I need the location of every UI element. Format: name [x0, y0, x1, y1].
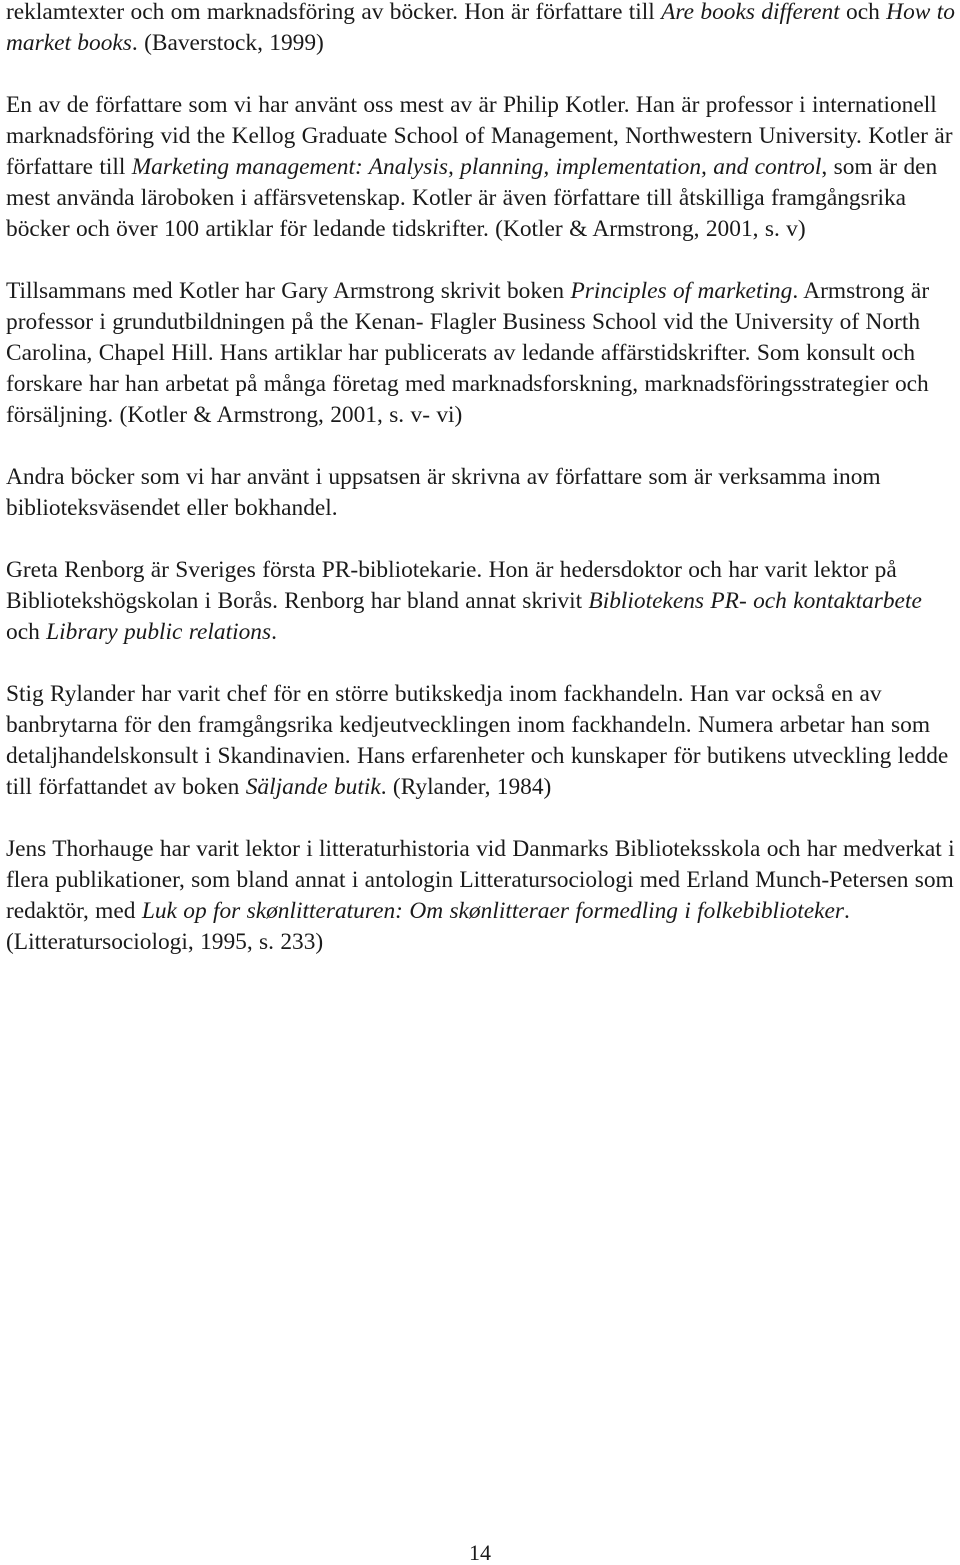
paragraph: [6, 0, 956, 59]
paragraph-text: och: [839, 0, 887, 25]
paragraph: [6, 90, 956, 245]
paragraph-text: . (Rylander, 1984): [380, 774, 552, 800]
paragraph-text: .: [271, 619, 277, 645]
italic-title-text: Bibliotekens PR- och kontaktarbete: [588, 588, 922, 614]
italic-title-text: Marketing management: Analysis, planning, implementation, and control: [131, 154, 822, 180]
paragraph: [6, 555, 956, 648]
paragraph-text: . (Litteratursociologi, 1995, s. 233): [6, 898, 850, 955]
paragraph: [6, 679, 956, 803]
italic-title-text: Luk op for skønlitteraturen: Om skønlitteraer formedling i folkebiblioteker: [141, 898, 844, 924]
paragraph-text: Jens Thorhauge har varit lektor i litteraturhistoria vid Danmarks Biblioteksskola och har medverkat i flera publikationer, som bland annat i antologin Litteratursociologi med Erland Munch-Petersen som redaktör, med: [6, 836, 955, 924]
paragraph: [6, 834, 956, 958]
page-number: 14: [469, 1540, 491, 1565]
paragraph-text: Stig Rylander har varit chef för en större butikskedja inom fackhandeln. Han var också en av banbrytarna för den framgångsrika kedjeutvecklingen inom fackhandeln. Numera arbetar han som detaljhandelskonsult i Skandinavien. Hans erfarenheter och kunskaper för butikens utveckling ledde till författandet av boken: [6, 681, 949, 800]
paragraph-text: Greta Renborg är Sveriges första PR-bibliotekarie. Hon är hedersdoktor och har varit lektor på Bibliotekshögskolan i Borås. Renborg har bland annat skrivit: [6, 557, 897, 614]
paragraph-text: En av de författare som vi har använt oss mest av är Philip Kotler. Han är professor i internationell marknadsföring vid the Kellog Graduate School of Management, Northwestern University. Kotler är författare till: [6, 92, 953, 180]
paragraph: [6, 462, 956, 524]
paragraph-text: , som är den mest använda läroboken i affärsvetenskap. Kotler är även författare till åtskilliga framgångsrika böcker och över 100 artiklar för ledande tidskrifter. (Kotler & Armstrong, 2001, s. v): [6, 154, 938, 242]
paragraph-text: och: [6, 619, 47, 645]
paragraph-text: reklamtexter och om marknadsföring av böcker. Hon är författare till: [6, 0, 662, 25]
italic-title-text: Säljande butik: [245, 774, 381, 800]
italic-title-text: How to market books: [6, 0, 955, 56]
italic-title-text: Principles of marketing: [570, 278, 793, 304]
paragraph-text: . (Baverstock, 1999): [131, 30, 324, 56]
paragraph-text: Andra böcker som vi har använt i uppsatsen är skrivna av författare som är verksamma inom biblioteksväsendet eller bokhandel.: [6, 464, 881, 521]
paragraph: [6, 276, 956, 431]
body-text: [6, 0, 956, 958]
paragraph-text: Tillsammans med Kotler har Gary Armstrong skrivit boken: [6, 278, 571, 304]
paragraph-text: . Armstrong är professor i grundutbildningen på the Kenan- Flagler Business School vid the University of North Carolina, Chapel Hill. Hans artiklar har publicerats av ledande affärstidskrifter. Som konsult och forskare har han arbetat på många företag med marknadsforskning, marknadsföringsstrategier och försäljning. (Kotler & Armstrong, 2001, s. v- vi): [6, 278, 930, 428]
italic-title-text: Are books different: [661, 0, 840, 25]
italic-title-text: Library public relations: [46, 619, 272, 645]
